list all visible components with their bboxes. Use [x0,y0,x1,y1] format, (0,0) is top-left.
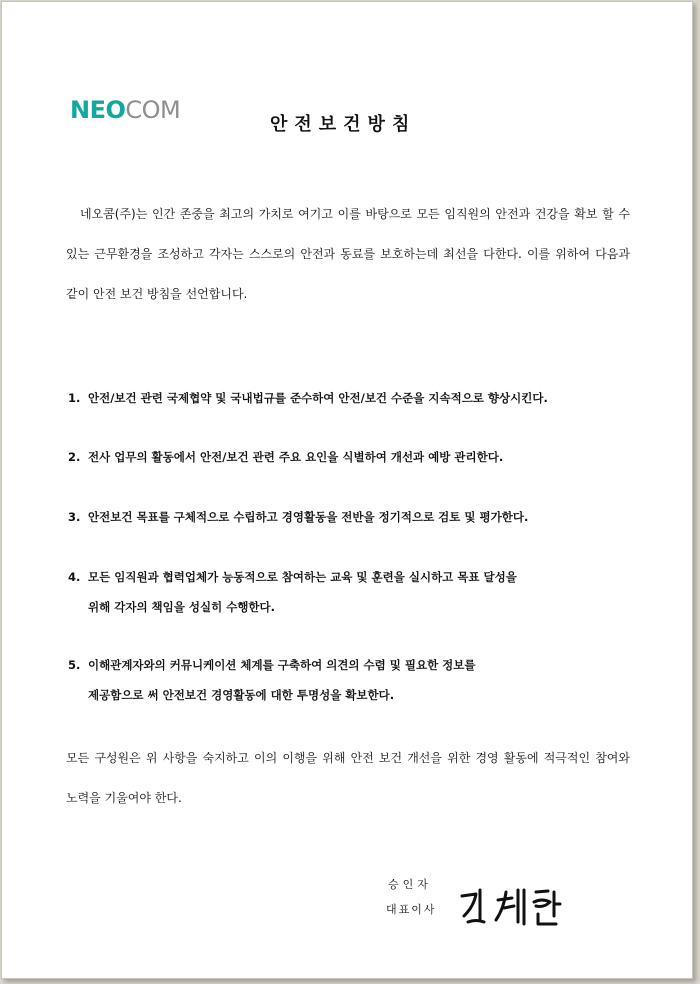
policy-item-4 [68,562,658,622]
policy-item-text: 안전보건 목표를 구체적으로 수립하고 경영활동을 전반을 정기적으로 검토 및 평가한다. [88,510,529,524]
policy-item-3 [68,502,658,532]
logo-brand-text: NEO [70,96,126,124]
policy-item-number: 3. [68,510,81,524]
policy-item-text: 안전/보건 관련 국제협약 및 국내법규를 준수하여 안전/보건 수준을 지속적으로 향상시킨다. [88,391,548,405]
policy-item-5 [68,650,658,710]
signature-image [454,882,564,932]
policy-item-number: 2. [68,450,81,464]
policy-item-number: 4. [68,570,81,584]
policy-item-number: 5. [68,658,81,672]
policy-item-text-continued: 제공함으로 써 안전보건 경영활동에 대한 투명성을 확보한다. [88,688,395,702]
logo-rest-text: COM [125,96,181,124]
closing-paragraph: 모든 구성원은 위 사항을 숙지하고 이의 이행을 위해 안전 보건 개선을 위한 경영 활동에 적극적인 참여와 노력을 기울여야 한다. [66,751,630,805]
approver-label: 승인자 [388,878,432,891]
policy-item-text: 전사 업무의 활동에서 안전/보건 관련 주요 요인을 식별하여 개선과 예방 관리한다. [88,450,504,464]
policy-item-text-continued: 위해 각자의 책임을 성실히 수행한다. [88,600,276,614]
document-page [1,1,693,979]
policy-item-1 [68,383,658,413]
company-logo [70,98,180,122]
intro-paragraph: 네오콤(주)는 인간 존중을 최고의 가치로 여기고 이를 바탕으로 모든 임직원의 안전과 건강을 확보 할 수 있는 근무환경을 조성하고 각자는 스스로의 안전과 동료를 보호하는데 최선을 다한다. 이를 위하여 다음과 같이 안전 보건 방침을 선언합니다. [66,207,630,301]
policy-item-text: 모든 임직원과 협력업체가 능동적으로 참여하는 교육 및 훈련을 실시하고 목표 달성을 [88,570,517,584]
policy-item-2 [68,442,658,472]
policy-item-text: 이해관계자와의 커뮤니케이션 체계를 구축하여 의견의 수렴 및 필요한 정보를 [88,658,476,672]
document-title: 안전보건방침 [270,114,417,135]
policy-item-number: 1. [68,391,81,405]
representative-label: 대표이사 [386,903,437,916]
